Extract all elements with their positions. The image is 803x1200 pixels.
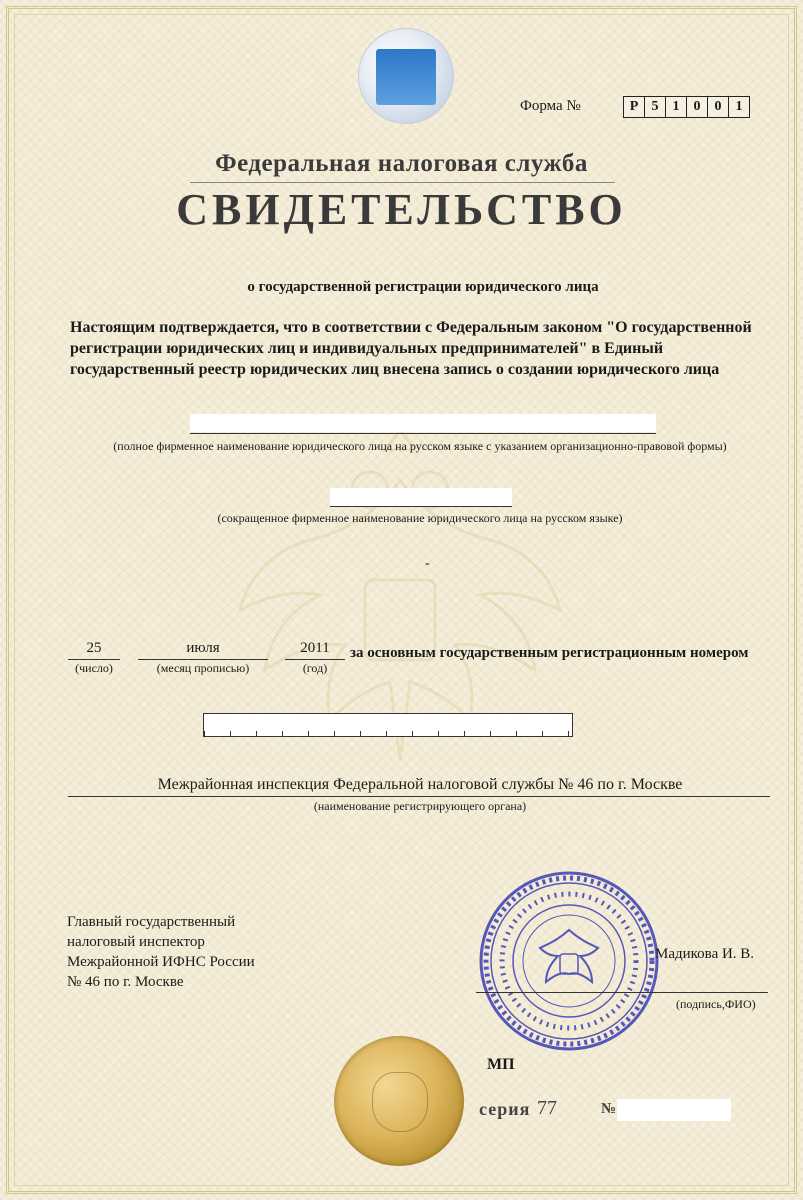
form-number-label: Форма № (520, 98, 581, 114)
form-code-cell: 0 (707, 96, 729, 118)
inspector-line: Главный государственный (67, 914, 236, 930)
organ-line (68, 796, 770, 797)
number-sign: № (601, 1101, 617, 1117)
issuing-service: Федеральная налоговая служба (215, 150, 588, 177)
form-code-cell: 0 (686, 96, 708, 118)
inspector-line: налоговый инспектор (67, 934, 205, 950)
signature-line (476, 992, 768, 993)
day-line (68, 659, 120, 660)
month-line (138, 659, 268, 660)
seal-emblem (372, 1072, 428, 1132)
mp-label: МП (487, 1056, 515, 1073)
redacted-full-name (190, 414, 656, 432)
signer-name: Мадикова И. В. (655, 946, 755, 962)
month-caption: (месяц прописью) (156, 661, 250, 675)
registration-year: 2011 (300, 640, 330, 656)
service-underline (190, 182, 615, 183)
gold-seal-icon (334, 1036, 464, 1166)
ogrn-label: за основным государственным регистрационным номером (350, 645, 749, 661)
form-code-cell: Р (623, 96, 645, 118)
redacted-short-name (330, 488, 512, 506)
form-number-code (624, 96, 750, 118)
short-name-line (330, 506, 512, 507)
short-name-caption: (сокращенное фирменное наименование юридического лица на русском языке) (217, 511, 623, 525)
document-subtitle: о государственной регистрации юридического лица (247, 279, 599, 295)
inspector-title (67, 912, 317, 992)
registering-organ: Межрайонная инспекция Федеральной налоговой службы № 46 по г. Москве (157, 776, 683, 793)
form-code-cell: 5 (644, 96, 666, 118)
document-title: СВИДЕТЕЛЬСТВО (176, 185, 627, 234)
registration-day: 25 (86, 640, 102, 656)
full-name-caption: (полное фирменное наименование юридического лица на русском языке с указанием организационно-правовой формы) (113, 439, 727, 453)
organ-caption: (наименование регистрирующего органа) (313, 799, 527, 813)
form-code-cell: 1 (728, 96, 750, 118)
redacted-ogrn-field (203, 713, 573, 737)
series-label: серия (479, 1099, 531, 1119)
year-caption: (год) (302, 661, 328, 675)
inspector-line: Межрайонной ИФНС России (67, 954, 255, 970)
day-caption: (число) (75, 661, 113, 675)
year-line (285, 659, 345, 660)
signature-caption: (подпись,ФИО) (676, 997, 756, 1011)
coat-of-arms-icon (376, 49, 436, 105)
foreign-name-dash: - (425, 556, 430, 571)
inspector-line: № 46 по г. Москве (67, 974, 184, 990)
form-code-cell: 1 (665, 96, 687, 118)
redacted-certificate-number (617, 1099, 731, 1121)
series-value: 77 (537, 1097, 557, 1119)
ogrn-digit-ticks (204, 731, 572, 736)
eagle-watermark-icon (200, 420, 600, 820)
full-name-line (190, 433, 656, 434)
hologram-emblem (358, 28, 454, 124)
registration-month: июля (186, 640, 220, 656)
statement-text: Настоящим подтверждается, что в соответствии с Федеральным законом "О государственной регистрации юридических лиц и индивидуальных предпринимателей" в Единый государственный реестр юридических лиц внесена запись о создании юридического лица (70, 319, 752, 378)
official-stamp-icon (476, 868, 662, 1054)
